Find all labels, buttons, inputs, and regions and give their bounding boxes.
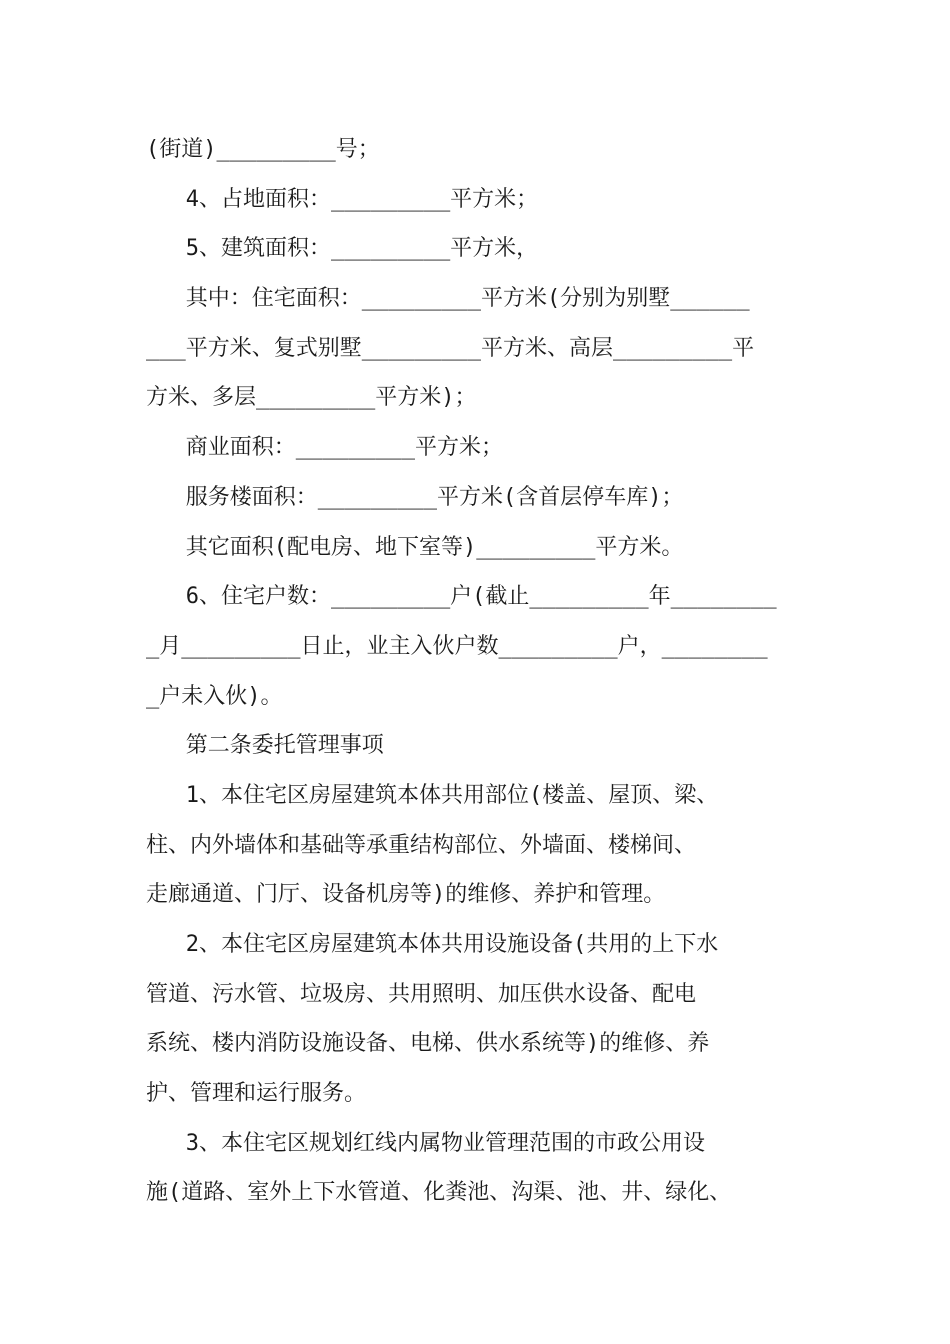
text-line: 管道、污水管、垃圾房、共用照明、加压供水设备、配电 — [146, 981, 697, 1007]
text-line: 其它面积(配电房、地下室等)_________平方米。 — [146, 534, 684, 560]
text-line: 护、管理和运行服务。 — [146, 1081, 367, 1107]
text-line: 4、占地面积：_________平方米； — [146, 186, 539, 212]
text-line: 施(道路、室外上下水管道、化粪池、沟渠、池、井、绿化、 — [146, 1180, 732, 1206]
text-line: 3、本住宅区规划红线内属物业管理范围的市政公用设 — [146, 1130, 705, 1156]
text-line: 柱、内外墙体和基础等承重结构部位、外墙面、楼梯间、 — [146, 832, 697, 858]
text-line: 5、建筑面积：_________平方米， — [146, 236, 539, 262]
text-line: _户未入伙)。 — [146, 683, 283, 709]
text-line: 系统、楼内消防设施设备、电梯、供水系统等)的维修、养 — [146, 1031, 710, 1057]
section-heading: 第二条委托管理事项 — [146, 733, 384, 759]
text-line: 1、本住宅区房屋建筑本体共用部位(楼盖、屋顶、梁、 — [146, 782, 719, 808]
text-line: 方米、多层_________平方米)； — [146, 385, 477, 411]
text-line: 2、本住宅区房屋建筑本体共用设施设备(共用的上下水 — [146, 932, 719, 957]
text-line: 走廊通道、门厅、设备机房等)的维修、养护和管理。 — [146, 882, 666, 908]
text-line: (街道)_________号； — [146, 137, 380, 162]
text-line: ___平方米、复式别墅_________平方米、高层_________平 — [146, 335, 755, 361]
text-line: 服务楼面积：_________平方米(含首层停车库)； — [146, 484, 684, 510]
text-line: 商业面积：_________平方米； — [146, 435, 503, 461]
text-line: 6、住宅户数：_________户(截止_________年________ — [146, 584, 777, 610]
document-body — [146, 125, 821, 1218]
text-line: 其中：住宅面积：_________平方米(分别为别墅______ — [146, 286, 750, 312]
text-line: _月_________日止，业主入伙户数_________户，________ — [146, 633, 768, 659]
